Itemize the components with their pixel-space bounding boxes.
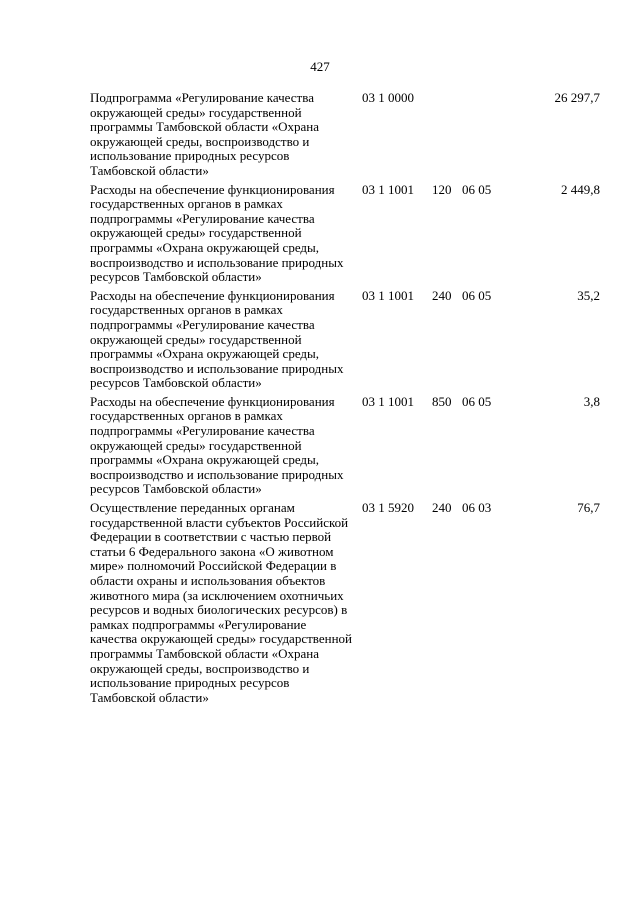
- budget-table-body: [90, 91, 600, 709]
- row-target-code: 03 1 5920: [362, 500, 414, 516]
- row-description-cell: [90, 183, 362, 289]
- row-target-code: 03 1 1001: [362, 181, 414, 197]
- row-amount: 2 449,8: [561, 181, 600, 197]
- row-target-code: 03 1 1001: [362, 287, 414, 303]
- row-target-code: 03 1 0000: [362, 90, 414, 105]
- row-description-cell: [90, 91, 362, 183]
- row-section: 06 05: [462, 393, 492, 409]
- row-expense-type: 120: [432, 181, 452, 197]
- table-row: [90, 501, 600, 709]
- row-section: [462, 91, 506, 183]
- row-target-code: 03 1 1001: [362, 393, 414, 409]
- table-row: [90, 183, 600, 289]
- row-section: 06 05: [462, 181, 492, 197]
- row-section: 06 05: [462, 287, 492, 303]
- row-expense-type: 240: [432, 287, 452, 303]
- table-row: [90, 289, 600, 395]
- row-description: Осуществление переданных органам государственной власти субъектов Российской Федерации в соответствии с частью первой статьи 6 Федерального закона «О животном мире» полномочий Российской Федерации в области охраны и использования объектов животного мира (за исключением охотничьих ресурсов и водных биологических ресурсов) в рамках подпрограммы «Регулирование качества окружающей среды» государственной программы Тамбовской области «Охрана окружающей среды, воспроизводство и использование природных ресурсов Тамбовской области»: [90, 500, 352, 705]
- budget-table: [90, 91, 600, 709]
- row-amount: 3,8: [583, 393, 600, 409]
- row-amount: 76,7: [577, 500, 600, 516]
- table-row: [90, 91, 600, 183]
- row-description-cell: [90, 501, 362, 709]
- row-section: 06 03: [462, 500, 492, 516]
- row-description-cell: [90, 395, 362, 501]
- row-expense-type: 850: [432, 393, 452, 409]
- row-description: Расходы на обеспечение функционирования государственных органов в рамках подпрограммы «Регулирование качества окружающей среды» государственной программы «Охрана окружающей среды, воспроизводство и использование природных ресурсов Тамбовской области»: [90, 287, 344, 391]
- row-description-cell: [90, 289, 362, 395]
- table-row: [90, 395, 600, 501]
- row-description: Подпрограмма «Регулирование качества окружающей среды» государственной программы Тамбовской области «Охрана окружающей среды, воспроизводство и использование природных ресурсов Тамбовской области»: [90, 90, 320, 178]
- row-amount: 35,2: [577, 287, 600, 303]
- row-amount: 26 297,7: [554, 90, 600, 105]
- page-number: 427: [310, 59, 330, 74]
- row-description: Расходы на обеспечение функционирования государственных органов в рамках подпрограммы «Регулирование качества окружающей среды» государственной программы «Охрана окружающей среды, воспроизводство и использование природных ресурсов Тамбовской области»: [90, 393, 344, 497]
- row-description: Расходы на обеспечение функционирования государственных органов в рамках подпрограммы «Регулирование качества окружающей среды» государственной программы «Охрана окружающей среды, воспроизводство и использование природных ресурсов Тамбовской области»: [90, 181, 344, 285]
- row-expense-type: 240: [432, 500, 452, 516]
- row-expense-type: [432, 91, 462, 183]
